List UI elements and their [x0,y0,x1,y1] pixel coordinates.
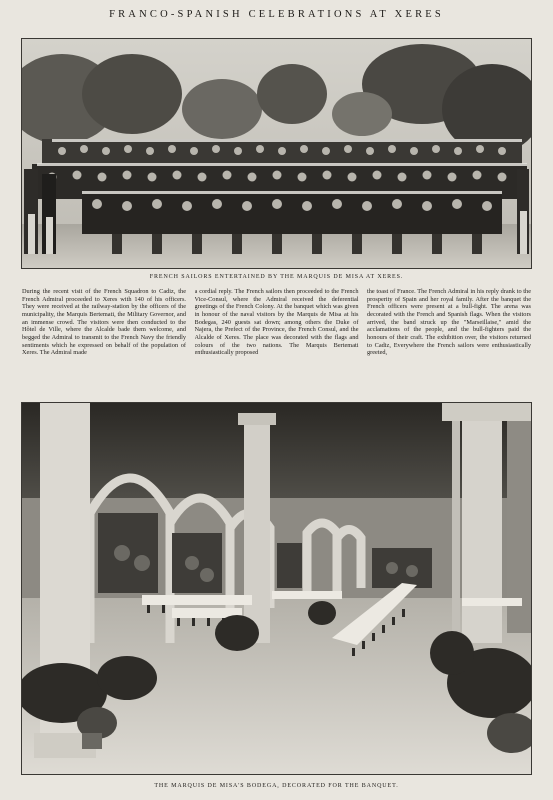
group-photograph [22,39,531,268]
article-column-1: During the recent visit of the French Squadron to Cadiz, the French Admiral proceeded to Xeres with 140 of his officers. They were received at the railway-station by the officers of the municipality, the Marquis Bertemati, the Military Governor, and an immense crowd. The visitors were then conducted to the Hôtel de Ville, where the Alcalde bade them welcome, and begged the Admiral to transmit to the French Navy the friendly sentiments which he expressed on behalf of the population of Xeres. The Admiral made [22,288,186,357]
bodega-photograph-image [22,403,531,774]
bodega-photograph-caption: THE MARQUIS DE MISA'S BODEGA, DECORATED FOR THE BANQUET. [154,783,399,789]
page-headline: FRANCO-SPANISH CELEBRATIONS AT XERES [109,9,444,20]
bodega-photograph [22,403,531,774]
article-column-3: the toast of France. The French Admiral in his reply drank to the prosperity of Spain and her royal family. After the banquet the French officers were present at a bull-fight. The arena was decorated with the French and Spanish flags. When the visitors arrived, the band struck up the "Marseillaise," amid the acclamations of the people, and the bull-fighters paid the honours of their craft. The exhibition over, the visitors returned to Cadiz, Everywhere the French sailors were enthusiastically greeted, [367,288,531,357]
article-column-2: a cordial reply. The French sailors then proceeded to the French Vice-Consul, where the Admiral received the deferential greetings of the French Colony. At the banquet which was given in honour of the naval visitors by the Marquis de Misa at his Bodegas, 240 guests sat down; among others the Duke of Najera, the Prefect of the Province, the French Consul, and the Alcalde of Xeres. The place was decorated with the flags and colours of the two nations. The Marquis Bertemati enthusiastically proposed [194,288,359,357]
article-body [22,288,531,396]
group-photograph-caption: FRENCH SAILORS ENTERTAINED BY THE MARQUIS DE MISA AT XERES. [149,274,404,280]
group-photograph-image [22,39,531,268]
